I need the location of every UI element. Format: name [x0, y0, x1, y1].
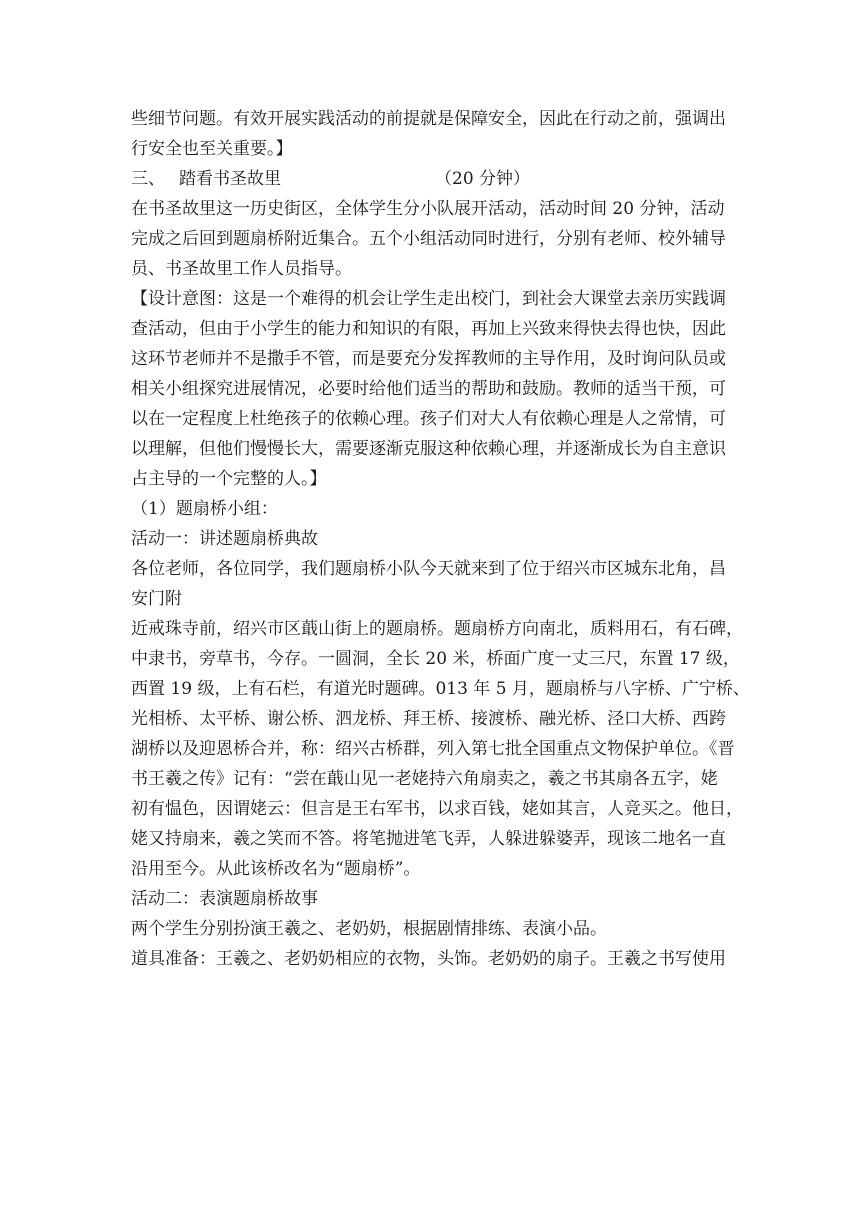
section-number: 三、 [131, 169, 165, 189]
paragraph-line: 以在一定程度上杜绝孩子的依赖心理。孩子们对大人有依赖心理是人之常情，可 [131, 409, 726, 429]
paragraph-line: 些细节问题。有效开展实践活动的前提就是保障安全，因此在行动之前，强调出 [131, 109, 726, 129]
paragraph-line: 【设计意图：这是一个难得的机会让学生走出校门，到社会大课堂去亲历实践调 [131, 289, 726, 309]
paragraph-line: 道具准备：王羲之、老奶奶相应的衣物，头饰。老奶奶的扇子。王羲之书写使用 [131, 949, 726, 969]
section-heading [131, 164, 731, 194]
document-page [131, 104, 750, 974]
paragraph-line: 近戒珠寺前，绍兴市区蕺山街上的题扇桥。题扇桥方向南北，质料用石，有石碑， [131, 619, 743, 639]
paragraph-line: 在书圣故里这一历史街区，全体学生分小队展开活动，活动时间 20 分钟，活动 [131, 199, 725, 219]
paragraph-line: 占主导的一个完整的人。】 [131, 469, 327, 489]
paragraph-line: 各位老师，各位同学，我们题扇桥小队今天就来到了位于绍兴市区城东北角，昌 [131, 559, 726, 579]
section-title: 踏看书圣故里 [179, 169, 281, 189]
paragraph-line: 初有愠色，因谓姥云：但言是王右军书，以求百钱，姥如其言，人竞买之。他日， [131, 799, 743, 819]
paragraph-line: 中隶书，旁草书，今存。一圆洞，全长 20 米，桥面广度一丈三尺，东置 17 级， [131, 649, 740, 669]
paragraph-line: 活动二：表演题扇桥故事 [131, 889, 318, 909]
paragraph-line: 书王羲之传》记有：“尝在蕺山见一老姥持六角扇卖之，羲之书其扇各五字，姥 [131, 769, 718, 789]
paragraph-line: 光相桥、太平桥、谢公桥、泗龙桥、拜王桥、接渡桥、融光桥、泾口大桥、西跨 [131, 709, 726, 729]
paragraph-line: 姥又持扇来，羲之笑而不答。将笔抛进笔飞弄，人躲进躲婆弄，现该二地名一直 [131, 829, 726, 849]
paragraph-line: 完成之后回到题扇桥附近集合。五个小组活动同时进行，分别有老师、校外辅导 [131, 229, 726, 249]
paragraph-line: 西置 19 级，上有石栏，有道光时题碑。013 年 5 月，题扇桥与八字桥、广宁桥、 [131, 679, 750, 699]
paragraph-line: 这环节老师并不是撒手不管，而是要充分发挥教师的主导作用，及时询问队员或 [131, 349, 726, 369]
paragraph-line: 相关小组探究进展情况，必要时给他们适当的帮助和鼓励。教师的适当干预，可 [131, 379, 726, 399]
paragraph-line: 沿用至今。从此该桥改名为“题扇桥”。 [131, 859, 421, 879]
paragraph-line: 活动一：讲述题扇桥典故 [131, 529, 318, 549]
section-duration: （20 分钟） [435, 169, 531, 189]
paragraph-line: 行安全也至关重要。】 [131, 139, 293, 159]
paragraph-line: 查活动，但由于小学生的能力和知识的有限，再加上兴致来得快去得也快，因此 [131, 319, 726, 339]
paragraph-line: 员、书圣故里工作人员指导。 [131, 259, 352, 279]
paragraph-line: 以理解，但他们慢慢长大，需要逐渐克服这种依赖心理，并逐渐成长为自主意识 [131, 439, 726, 459]
paragraph-line: 两个学生分别扮演王羲之、老奶奶，根据剧情排练、表演小品。 [131, 919, 607, 939]
paragraph-line: 湖桥以及迎恩桥合并，称：绍兴古桥群，列入第七批全国重点文物保护单位。《晋 [131, 739, 735, 759]
paragraph-line: （1）题扇桥小组： [131, 499, 278, 519]
paragraph-line: 安门附 [131, 589, 182, 609]
